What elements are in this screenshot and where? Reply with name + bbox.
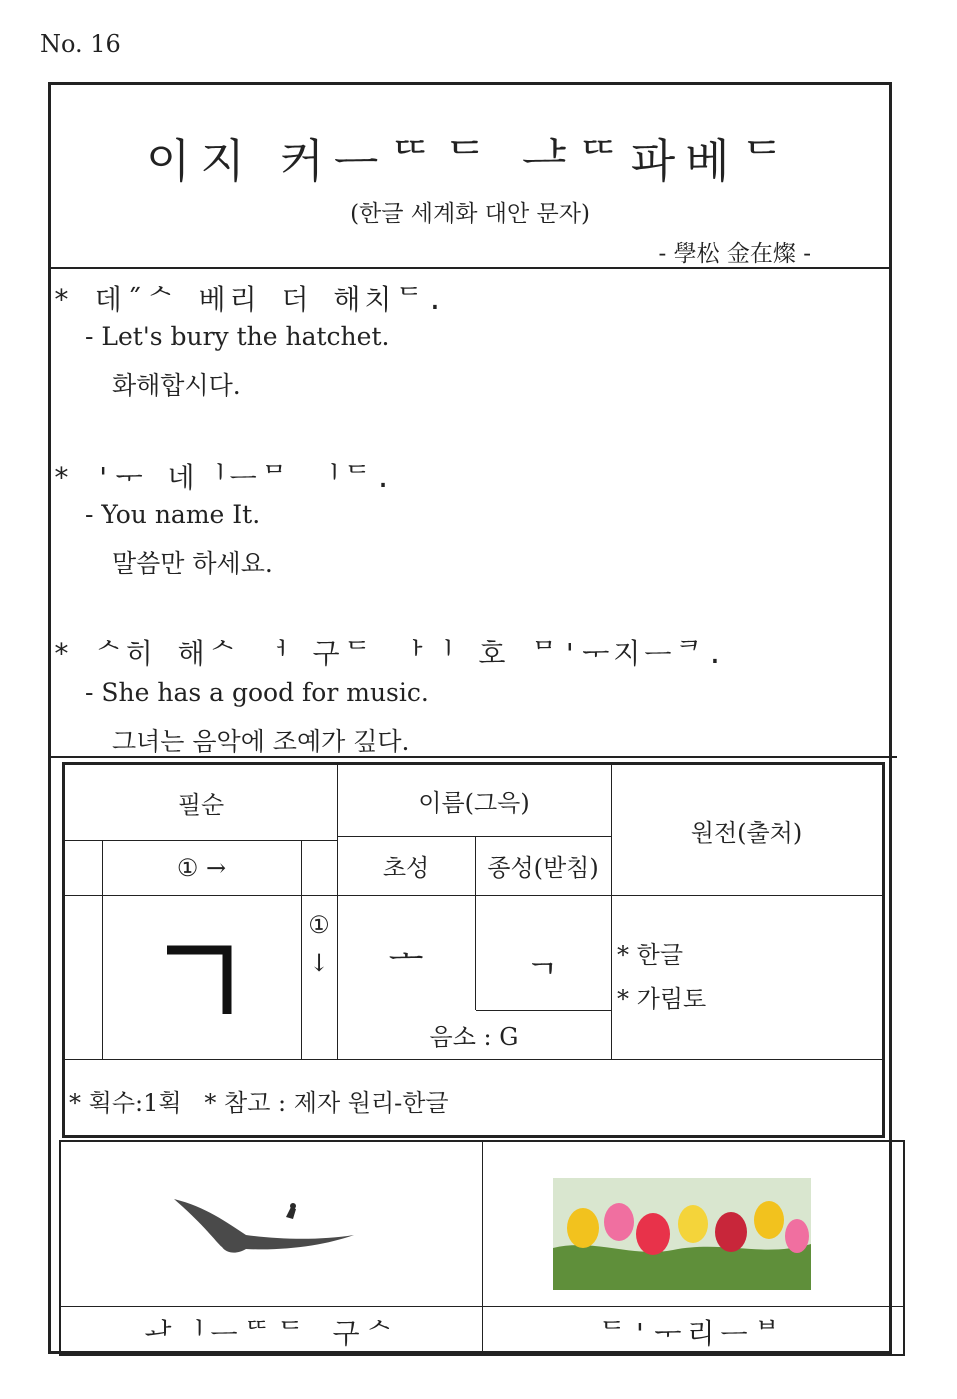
entry-korean: 그녀는 음악에 조예가 깊다. (112, 727, 410, 756)
right-caption: ᄃ'ᅮ리ᅳᄇ (598, 1317, 787, 1350)
source-item: * 가림토 (617, 985, 707, 1013)
entry-code: * 'ᅮ 네ᅵᅳᄆ ᅵᄃ. (53, 461, 396, 494)
title-section (51, 85, 889, 269)
author-name: - 學松 金在燦 - (658, 241, 811, 267)
initial-value: ᅩ (388, 937, 424, 979)
source-item: * 한글 (617, 941, 683, 969)
stroke-arrow: ↓ (308, 949, 330, 977)
letter-glyph (102, 895, 301, 1059)
tulip-photo (553, 1178, 811, 1290)
goose-image (166, 1187, 366, 1267)
left-caption: ᅪᅵᅳᄄᄃ 구ᄉ (144, 1317, 399, 1350)
phoneme: 음소 : G (429, 1023, 519, 1051)
header-initial: 초성 (382, 854, 430, 882)
entry-english: - You name It. (85, 500, 261, 529)
section-divider (51, 756, 897, 758)
header-stroke-order: 필순 (177, 791, 225, 819)
entry-korean: 말씀만 하세요. (112, 549, 273, 578)
stroke-direction-top: ① → (176, 853, 227, 882)
letter-table (62, 762, 885, 1138)
final-value: ᆨ (525, 937, 561, 979)
goose-icon (166, 1187, 366, 1267)
table-footer: * 획수:1획 * 참고 : 제자 원리-한글 (69, 1089, 449, 1117)
entry-english: - She has a good for music. (85, 678, 429, 707)
page-title: 이지 커ᅳᄄᄃ ᅡᅳᄄ파베ᄃ (145, 134, 795, 188)
stroke-number: ① (308, 911, 330, 939)
illustration-section (59, 1140, 905, 1356)
header-final: 종성(받침) (487, 854, 599, 882)
page-subtitle: (한글 세계화 대안 문자) (350, 201, 590, 227)
tulip-icon (553, 1178, 811, 1290)
header-source: 원전(출처) (690, 818, 803, 847)
entry-code: * ᄉ히 해ᄉ ᅥ 구ᄃ ᅡᅵ 호 ᄆ'ᅮ지ᅳᄏ. (53, 637, 728, 670)
giyeok-stroke-icon (157, 932, 247, 1022)
entry-korean: 화해합시다. (112, 371, 241, 400)
entry-code: * 데˝ᄉ 베리 더 해치ᄃ. (53, 283, 448, 316)
page-number: No. 16 (40, 30, 121, 58)
header-name: 이름(그윽) (418, 789, 530, 817)
entry-english: - Let's bury the hatchet. (85, 322, 390, 351)
